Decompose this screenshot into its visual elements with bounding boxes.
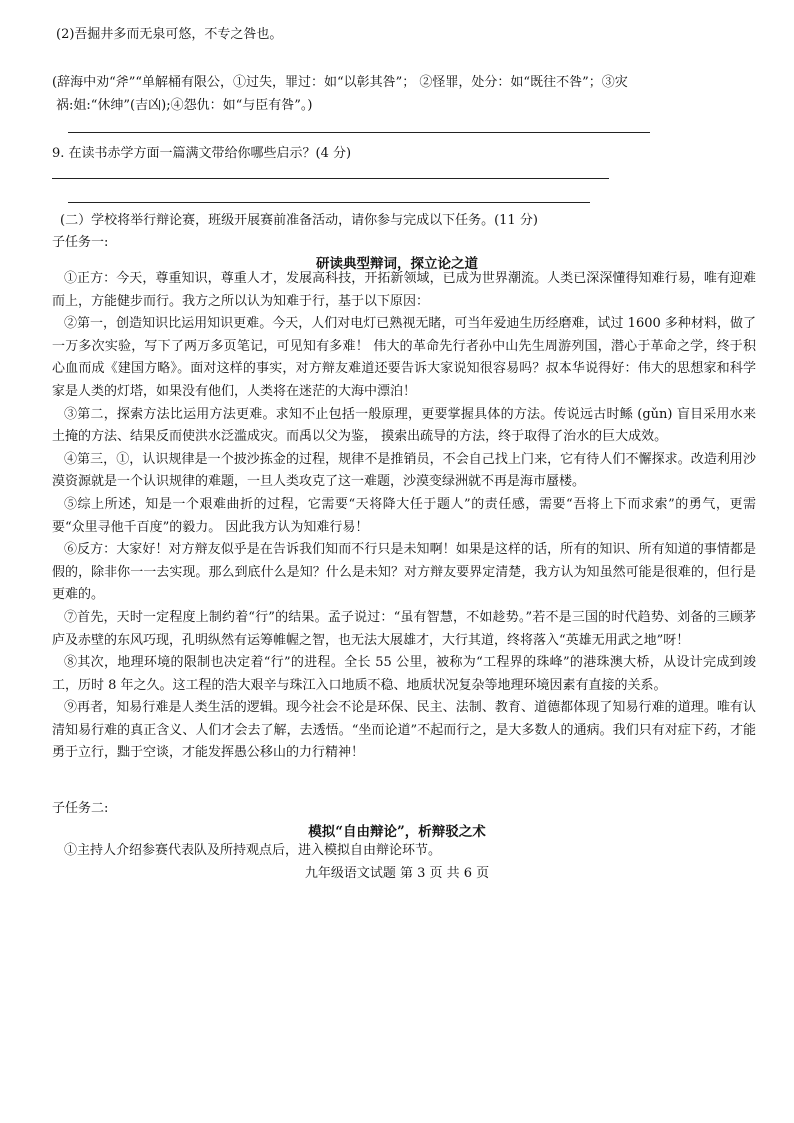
debate-passage <box>52 268 756 765</box>
paragraph: ⑤综上所述，知是一个艰难曲折的过程，它需要“天将降大任于题人”的责任感，需要“吾将上下而求索”的勇气，更需要“众里寻他千百度”的毅力。 因此我方认为知难行易！ <box>52 496 756 535</box>
subtask-2-intro: ①主持人介绍参赛代表队及所持观点后，进入模拟自由辩论环节。 <box>64 843 442 858</box>
dictionary-note-line1: (辞海中劝“斧”“单解桶有限公，①过失，罪过：如“以彰其咎”； ②怪罪，处分：如“既往不咎”；③灾 <box>52 75 628 90</box>
paragraph: ⑥反方：大家好！对方辩友似乎是在告诉我们知而不行只是未知啊！如果是这样的话，所有的知识、所有知道的事情都是假的，除非你一一去实现。那么到底什么是知？什么是未知？对方辩友要界定清楚，我方认为知虽然可能是很难的，但行是更难的。 <box>52 542 756 603</box>
subtask-2-title: 模拟“自由辩论”，析辩驳之术 <box>308 824 486 840</box>
subtask-2-label: 子任务二: <box>52 801 109 816</box>
paragraph: ⑧其次，地理环境的限制也决定着“行”的进程。全长 55 公里，被称为“工程界的珠峰”的港珠澳大桥，从设计完成到竣工，历时 8 年之久。这工程的浩大艰辛与珠江入口地质不稳、地质状况复杂等地理环境因素有直接的关系。 <box>52 655 756 693</box>
paragraph: ④第三，①，认识规律是一个披沙拣金的过程，规律不是推销员，不会自己找上门来，它有待人们不懈探求。改造利用沙漠资源就是一个认识规律的难题，一旦人类攻克了这一难题，沙漠变绿洲就不再是海市蜃楼。 <box>52 451 756 490</box>
subtask-1-label: 子任务一: <box>52 235 109 250</box>
page-footer: 九年级语文试题 第 3 页 共 6 页 <box>304 866 490 881</box>
q8-item-2: (2)吾掘井多而无泉可悠，不专之咎也。 <box>56 27 283 42</box>
paragraph: ⑨再者，知易行难是人类生活的逻辑。现今社会不论是环保、民主、法制、教育、道德都体现了知易行难的道理。唯有认清知易行难的真正含义、人们才会去了解，去透悟。“坐而论道”不起而行之，是大多数人的通病。我们只有对症下药，才能勇于立行，黜于空谈，才能发挥愚公移山的力行精神！ <box>52 700 756 761</box>
answer-line[interactable] <box>68 132 650 133</box>
question-9: 9. 在读书赤学方面一篇满文带给你哪些启示？(4 分) <box>52 146 352 161</box>
dictionary-note-line2: 祸:姐:“休绅”(吉凶);④怨仇：如“与臣有咎”。) <box>56 98 313 113</box>
section-2-heading: (二）学校将举行辩论赛，班级开展赛前准备活动，请你参与完成以下任务。(11 分) <box>60 213 538 228</box>
paragraph: ①正方：今天，尊重知识，尊重人才，发展高科技，开拓新领域，已成为世界潮流。人类已深深懂得知难行易，唯有迎难而上，方能健步而行。我方之所以认为知难于行，基于以下原因： <box>52 271 756 309</box>
paragraph: ⑦首先，天时一定程度上制约着“行”的结果。孟子说过：“虽有智慧，不如趁势。”若不是三国的时代趋势、刘备的三顾茅庐及赤壁的东风巧现，孔明纵然有运筹帷幄之智，也无法大展雄才，大行其道，终将落入“英雄无用武之地”呀！ <box>52 609 756 648</box>
paragraph: ③第二，探索方法比运用方法更难。求知不止包括一般原理，更要掌握具体的方法。传说远古时鲧 (gǔn) 盲目采用水来土掩的方法、结果反而使洪水泛滥成灾。而禹以父为鉴， 摸索出疏导的方法，终于取得了治水的巨大成效。 <box>52 406 756 445</box>
paragraph: ②第一，创造知识比运用知识更难。今天，人们对电灯已熟视无睹，可当年爱迪生历经磨难，试过 1600 多种材料，做了一万多次实验，写下了两万多页笔记，可见知有多难！ 伟大的革命先行者孙中山先生周游列国，潜心于革命之学，终于积心血而成《建国方略》。面对这样的事实，对方辩友难道还要告诉大家说知很容易吗？叔本华说得好：伟大的思想家和科学家是人类的灯塔，如果没有他们，人类将在迷茫的大海中漂泊！ <box>52 316 756 399</box>
answer-line[interactable] <box>68 202 590 203</box>
subtask-1-title: 研读典型辩词，探立论之道 <box>316 256 478 272</box>
answer-line[interactable] <box>52 178 609 179</box>
